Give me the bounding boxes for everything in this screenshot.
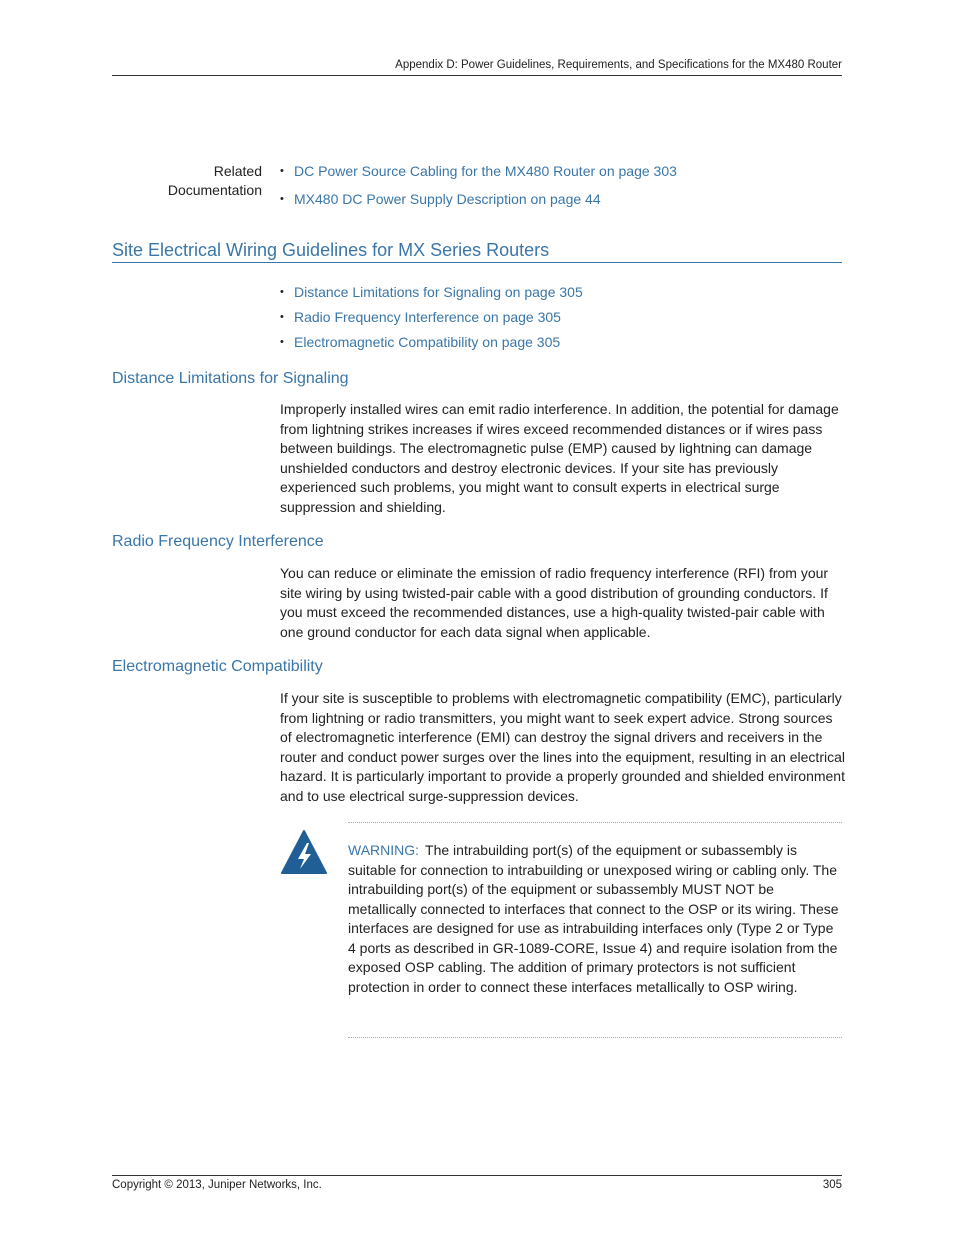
related-links-list: [280, 162, 677, 218]
related-label-line1: Related: [213, 163, 262, 179]
page-number: 305: [822, 1179, 842, 1191]
warning-bottom-divider: [348, 1037, 842, 1038]
toc-link[interactable]: • Distance Limitations for Signaling on page 305: [280, 283, 583, 302]
section-toc: [280, 283, 583, 358]
paragraph-rfi: You can reduce or eliminate the emission of radio frequency interference (RFI) from your site wiring by using twisted-pair cable with a good distribution of grounding conductors. If you must exceed the recommended distances, use a high-quality twisted-pair cable with one ground conductor for each data signal when applicable.: [280, 565, 829, 640]
warning-note: [348, 841, 844, 997]
related-label-line2: Documentation: [167, 182, 262, 198]
header-rule: [112, 75, 842, 76]
related-link[interactable]: • DC Power Source Cabling for the MX480 Router on page 303: [280, 162, 677, 181]
related-link[interactable]: • MX480 DC Power Supply Description on page 44: [280, 190, 677, 209]
running-header: Appendix D: Power Guidelines, Requirements, and Specifications for the MX480 Router: [395, 59, 842, 71]
warning-top-divider: [348, 822, 842, 823]
paragraph-distance: Improperly installed wires can emit radio interference. In addition, the potential for damage from lightning strikes increases if wires exceed recommended distances or if wires pass between buildings. The electromagnetic pulse (EMP) caused by lightning can damage unshielded conductors and destroy electronic devices. If your site has previously experienced such problems, you might want to consult experts in electrical surge suppression and shielding.: [280, 401, 839, 515]
paragraph-emc: If your site is susceptible to problems with electromagnetic compatibility (EMC), particularly from lightning or radio transmitters, you might want to seek expert advice. Strong sources of electromagnetic interference (EMI) can destroy the signal drivers and receivers in the router and conduct power surges over the lines into the equipment, resulting in an electrical hazard. It is particularly important to provide a properly grounded and shielded environment and to use electrical surge-suppression devices.: [280, 690, 845, 804]
related-documentation-label: [112, 162, 262, 200]
footer-rule: [112, 1175, 842, 1176]
subsection-title-emc: Electromagnetic Compatibility: [112, 658, 323, 675]
electrical-hazard-icon: [280, 828, 328, 876]
subsection-title-rfi: Radio Frequency Interference: [112, 533, 324, 550]
footer-copyright: Copyright © 2013, Juniper Networks, Inc.: [112, 1179, 322, 1191]
section-title: Site Electrical Wiring Guidelines for MX Series Routers: [112, 238, 842, 263]
warning-label: WARNING:: [348, 842, 420, 858]
toc-link[interactable]: • Electromagnetic Compatibility on page 305: [280, 333, 583, 352]
subsection-title-distance: Distance Limitations for Signaling: [112, 370, 349, 387]
toc-link[interactable]: • Radio Frequency Interference on page 305: [280, 308, 583, 327]
warning-text: The intrabuilding port(s) of the equipment or subassembly is suitable for connection to intrabuilding or unexposed wiring or cabling only. The intrabuilding port(s) of the equipment or subassembly MUST NOT be metallically connected to interfaces that connect to the OSP or its wiring. These interfaces are designed for use as intrabuilding interfaces only (Type 2 or Type 4 ports as described in GR-1089-CORE, Issue 4) and require isolation from the exposed OSP cabling. The addition of primary protectors is not sufficient protection in order to connect these interfaces metallically to OSP wiring.: [348, 842, 839, 995]
